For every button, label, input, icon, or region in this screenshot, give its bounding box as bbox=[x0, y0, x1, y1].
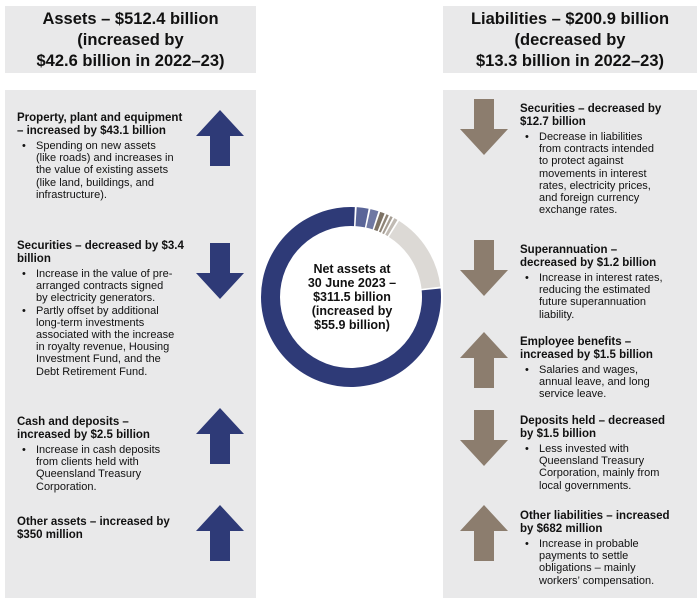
title-line: billion bbox=[17, 253, 51, 265]
net-assets-line: $55.9 billion) bbox=[314, 318, 390, 332]
liabilities-header-line: $13.3 billion in 2022–23) bbox=[475, 52, 664, 70]
asset-item bbox=[17, 516, 192, 542]
liability-item-title bbox=[520, 336, 700, 362]
bullet-line: • Decrease in liabilities bbox=[539, 131, 643, 143]
asset-item-title bbox=[17, 516, 192, 542]
bullet-point bbox=[539, 538, 700, 587]
liability-item-title bbox=[520, 103, 700, 129]
arrow-up-icon bbox=[460, 332, 508, 393]
asset-item-title bbox=[17, 416, 192, 442]
bullet-line: payments to settle bbox=[539, 550, 629, 563]
title-line: Securities – decreased by bbox=[520, 103, 662, 115]
net-assets-line: 30 June 2023 – bbox=[307, 276, 397, 290]
bullet-line: (like roads) and increases in bbox=[36, 152, 174, 165]
liabilities-header-line: (decreased by bbox=[514, 31, 626, 49]
arrow-up-icon bbox=[460, 505, 508, 566]
bullet-line: Queensland Treasury bbox=[539, 455, 645, 468]
liabilities-header-line: Liabilities – $200.9 billion bbox=[470, 10, 670, 28]
bullet-line: annual leave, and long bbox=[539, 376, 650, 389]
net-assets-line: Net assets at bbox=[313, 262, 391, 276]
bullet-line: Corporation, mainly from bbox=[539, 467, 660, 480]
bullet-line: Debt Retirement Fund. bbox=[36, 365, 148, 378]
bullet-point bbox=[36, 140, 192, 201]
bullet-point bbox=[539, 443, 700, 492]
arrow-up-icon bbox=[196, 505, 244, 566]
donut-segment bbox=[355, 207, 368, 227]
title-line: $350 million bbox=[17, 529, 83, 541]
liability-item-bullets bbox=[520, 364, 700, 401]
title-line: increased by $1.5 billion bbox=[520, 349, 653, 361]
bullet-line: • Spending on new assets bbox=[36, 140, 156, 152]
liability-item bbox=[520, 244, 700, 321]
bullet-line: • Increase in the value of pre- bbox=[36, 268, 173, 280]
bullet-line: (like land, buildings, and bbox=[36, 176, 155, 189]
net-assets-label bbox=[290, 262, 414, 332]
bullet-line: • Less invested with bbox=[539, 443, 629, 455]
assets-header bbox=[5, 6, 256, 73]
arrow-up-icon bbox=[196, 408, 244, 469]
liability-item bbox=[520, 415, 700, 492]
bullet-line: to protect against bbox=[539, 155, 624, 168]
asset-item-title bbox=[17, 240, 192, 266]
title-line: $12.7 billion bbox=[520, 116, 586, 128]
bullet-point bbox=[539, 131, 700, 216]
title-line: increased by $2.5 billion bbox=[17, 429, 150, 441]
bullet-point bbox=[36, 305, 192, 378]
liability-item-bullets bbox=[520, 443, 700, 492]
bullet-line: • Increase in probable bbox=[539, 538, 639, 550]
bullet-line: reducing the estimated bbox=[539, 284, 651, 297]
title-line: Employee benefits – bbox=[520, 336, 632, 348]
bullet-line: obligations – mainly bbox=[539, 562, 636, 575]
bullet-point bbox=[36, 268, 192, 305]
liability-item bbox=[520, 103, 700, 216]
bullet-line: from contracts intended bbox=[539, 143, 654, 156]
bullet-line: service leave. bbox=[539, 388, 607, 401]
bullet-line: future superannuation bbox=[539, 296, 647, 309]
title-line: Securities – decreased by $3.4 bbox=[17, 240, 184, 252]
bullet-line: • Increase in cash deposits bbox=[36, 444, 161, 456]
arrow-down-icon bbox=[460, 410, 508, 471]
bullet-line: infrastructure). bbox=[36, 188, 107, 201]
liability-item-title bbox=[520, 244, 700, 270]
title-line: Deposits held – decreased bbox=[520, 415, 666, 427]
bullet-line: local governments. bbox=[539, 479, 632, 492]
asset-item bbox=[17, 416, 192, 493]
liabilities-header bbox=[443, 6, 697, 73]
asset-item bbox=[17, 112, 192, 201]
liability-item-bullets bbox=[520, 538, 700, 587]
net-assets-line: (increased by bbox=[311, 304, 393, 318]
bullet-line: rates, electricity prices, bbox=[539, 179, 651, 192]
bullet-line: • Salaries and wages, bbox=[539, 364, 639, 376]
arrow-down-icon bbox=[196, 243, 244, 304]
net-assets-line: $311.5 billion bbox=[313, 290, 391, 304]
liability-item-title bbox=[520, 415, 700, 441]
asset-item-bullets bbox=[17, 268, 192, 378]
bullet-point bbox=[539, 272, 700, 321]
bullet-line: arranged contracts signed bbox=[36, 280, 164, 293]
bullet-line: workers’ compensation. bbox=[539, 574, 655, 587]
bullet-line: • Increase in interest rates, bbox=[539, 272, 663, 284]
asset-item bbox=[17, 240, 192, 378]
assets-header-line: $42.6 billion in 2022–23) bbox=[36, 52, 225, 70]
arrow-down-icon bbox=[460, 99, 508, 160]
bullet-line: exchange rates. bbox=[539, 204, 618, 217]
liability-item bbox=[520, 510, 700, 587]
title-line: Superannuation – bbox=[520, 244, 618, 256]
liability-item-title bbox=[520, 510, 700, 536]
title-line: by $682 million bbox=[520, 523, 603, 535]
bullet-line: movements in interest bbox=[539, 167, 647, 180]
bullet-line: • Partly offset by additional bbox=[36, 304, 159, 317]
liability-item-bullets bbox=[520, 272, 700, 321]
bullet-line: associated with the increase bbox=[36, 329, 175, 342]
bullet-line: in royalty revenue, Housing bbox=[36, 341, 170, 354]
bullet-line: the value of existing assets bbox=[36, 164, 169, 177]
bullet-line: liability. bbox=[539, 308, 575, 321]
title-line: Cash and deposits – bbox=[17, 416, 129, 428]
title-line: decreased by $1.2 billion bbox=[520, 257, 657, 269]
title-line: – increased by $43.1 billion bbox=[17, 125, 166, 137]
bullet-line: Queensland Treasury bbox=[36, 468, 142, 481]
bullet-line: long-term investments bbox=[36, 316, 145, 329]
liability-item-bullets bbox=[520, 131, 700, 216]
bullet-point bbox=[539, 364, 700, 401]
title-line: Other liabilities – increased bbox=[520, 510, 670, 522]
bullet-line: Investment Fund, and the bbox=[36, 353, 161, 366]
asset-item-bullets bbox=[17, 444, 192, 493]
bullet-line: and foreign currency bbox=[539, 192, 640, 205]
title-line: by $1.5 billion bbox=[520, 428, 597, 440]
arrow-down-icon bbox=[460, 240, 508, 301]
title-line: Other assets – increased by bbox=[17, 516, 170, 528]
asset-item-title bbox=[17, 112, 192, 138]
liability-item bbox=[520, 336, 700, 401]
assets-header-line: (increased by bbox=[77, 31, 184, 49]
arrow-up-icon bbox=[196, 110, 244, 171]
assets-header-line: Assets – $512.4 billion bbox=[42, 10, 219, 28]
bullet-line: from clients held with bbox=[36, 456, 139, 469]
asset-item-bullets bbox=[17, 140, 192, 201]
bullet-line: Corporation. bbox=[36, 480, 97, 493]
bullet-line: by electricity generators. bbox=[36, 292, 156, 305]
title-line: Property, plant and equipment bbox=[17, 112, 183, 124]
bullet-point bbox=[36, 444, 192, 493]
